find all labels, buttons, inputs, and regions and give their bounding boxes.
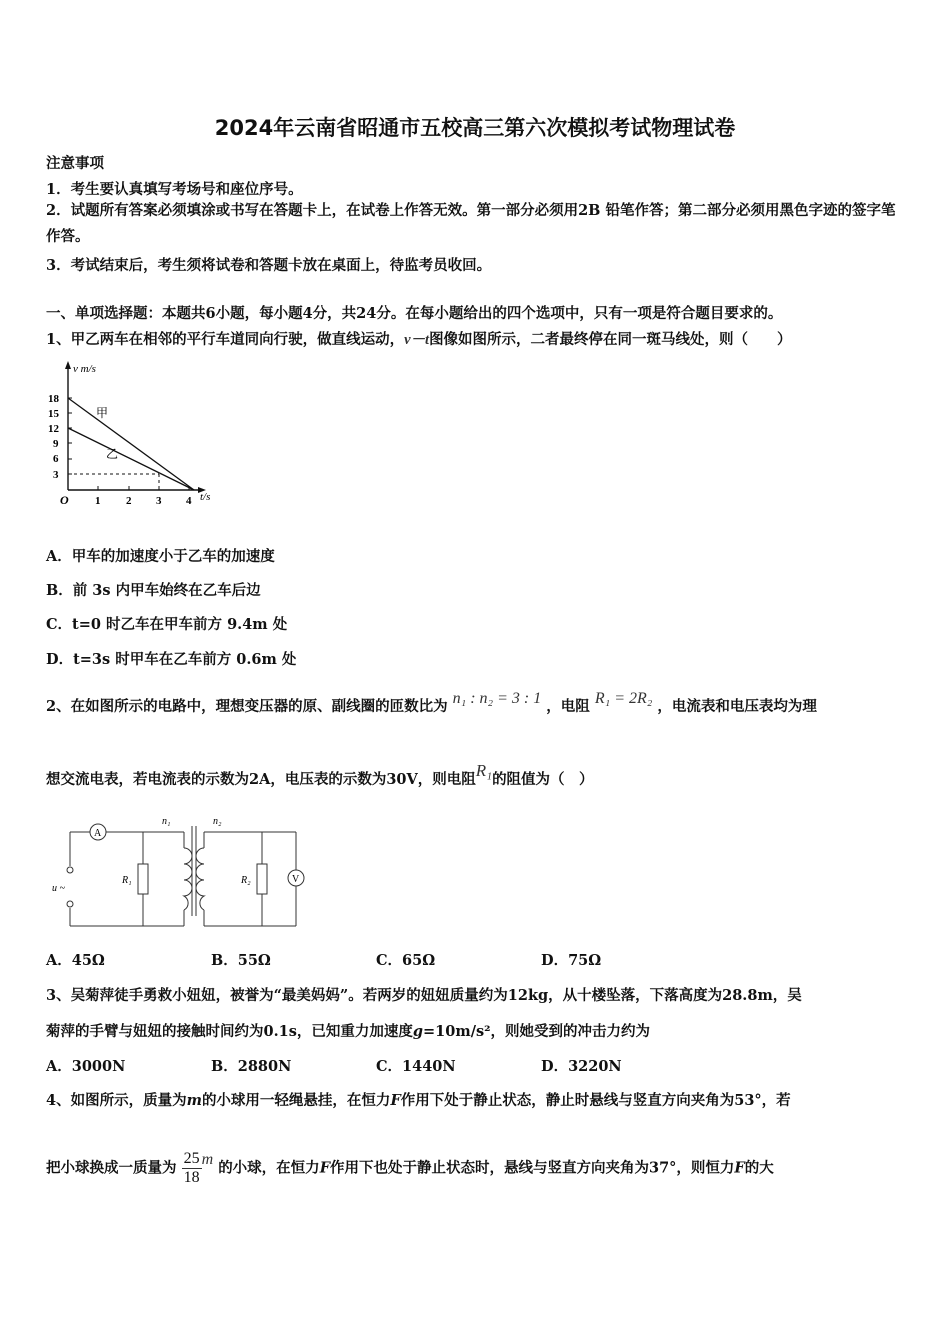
- q3-option-b: B．2880N: [211, 1058, 292, 1075]
- q4-m: m: [186, 1092, 202, 1109]
- q3-option-a: A．3000N: [46, 1058, 126, 1075]
- q3-line2-b: =10m/s²，则她受到的冲击力约为: [423, 1023, 651, 1040]
- frac-denominator: 18: [183, 1169, 200, 1186]
- label-jia: 甲: [96, 406, 109, 420]
- q2-line1: [46, 690, 817, 716]
- q3-line2-a: 菊萍的手臂与妞妞的接触时间约为0.1s，已知重力加速度: [46, 1023, 413, 1040]
- ammeter-label: A: [94, 828, 102, 839]
- label-yi: 乙: [106, 447, 119, 461]
- q4-line2-c: 作用下也处于静止状态时，悬线与竖直方向夹角为37°，则恒力: [329, 1159, 735, 1177]
- q1-option-c: C．t=0 时乙车在甲车前方 9.4m 处: [46, 616, 288, 633]
- q2-option-d: D．75Ω: [541, 952, 602, 969]
- q4-line1-c: 作用下处于静止状态，静止时悬线与竖直方向夹角为53°，若: [400, 1092, 791, 1109]
- q4-line2-d: 的大: [744, 1159, 774, 1177]
- q4-frac-m: m: [201, 1151, 214, 1168]
- frac-numerator: 25: [183, 1150, 200, 1167]
- q2-option-a: A．45Ω: [46, 952, 105, 969]
- x-tick-3: 3: [156, 495, 162, 507]
- y-tick-6: 6: [53, 453, 59, 465]
- notice-item-2: 2．试题所有答案必须填涂或书写在答题卡上，在试卷上作答无效。第一部分必须用2B 铅笔作答；第二部分必须用黑色字迹的签字笔作答。: [46, 202, 896, 245]
- q4-line2-b: 的小球，在恒力: [218, 1159, 320, 1177]
- notice-heading: 注意事项: [46, 155, 104, 172]
- y-tick-15: 15: [48, 408, 59, 420]
- secondary-coil: [196, 848, 204, 910]
- source-label: u ~: [52, 883, 65, 894]
- x-axis-label: t/s: [200, 491, 211, 503]
- q2-option-c: C．65Ω: [376, 952, 436, 969]
- notice-item-1: 1．考生要认真填写考场号和座位序号。: [46, 181, 303, 198]
- x-tick-4: 4: [186, 495, 192, 507]
- q4-F: F: [390, 1092, 401, 1109]
- r2-label: R₂: [241, 875, 251, 886]
- notice-item-3: 3．考试结束后，考生须将试卷和答题卡放在桌面上，待监考员收回。: [46, 257, 492, 274]
- resistor-r2: [257, 864, 267, 894]
- q3-line2: [46, 1020, 650, 1041]
- page-title: 2024年云南省昭通市五校高三第六次模拟考试物理试卷: [214, 116, 736, 140]
- q2-option-b: B．55Ω: [211, 952, 271, 969]
- y-axis-arrow: [65, 361, 71, 369]
- q4-F2: F: [319, 1159, 330, 1177]
- q2-turns-ratio: n₁ : n₂ = 3 : 1: [452, 690, 542, 707]
- terminal: [67, 901, 73, 907]
- resistor-r1: [138, 864, 148, 894]
- q1-stem-a: 1、甲乙两车在相邻的平行车道同向行驶，做直线运动，: [46, 331, 405, 348]
- q2-circuit-diagram: [50, 812, 312, 930]
- primary-coil: [184, 848, 192, 910]
- q4-mass-fraction: [182, 1150, 202, 1187]
- origin-label: O: [60, 493, 69, 507]
- terminal: [67, 867, 73, 873]
- q2-line2-a: 想交流电表，若电流表的示数为2A，电压表的示数为30V，则电阻: [46, 771, 476, 788]
- voltmeter-label: V: [292, 874, 300, 885]
- q3-line1: 3、吴菊萍徒手勇救小妞妞，被誉为“最美妈妈”。若两岁的妞妞质量约为12kg，从十楼坠落，下落高度为28.8m，吴: [46, 987, 802, 1004]
- q3-option-d: D．3220N: [541, 1058, 622, 1075]
- line-yi: [68, 428, 194, 490]
- line-jia: [68, 398, 194, 490]
- y-axis-label: v m/s: [73, 363, 96, 375]
- q1-vt-graph: [44, 358, 230, 514]
- q4-line1: [46, 1089, 791, 1110]
- y-tick-12: 12: [48, 423, 59, 435]
- q2-line2-b: 的阻值为（ ）: [492, 771, 594, 788]
- q3-option-c: C．1440N: [376, 1058, 456, 1075]
- q1-stem: [46, 328, 792, 349]
- y-tick-3: 3: [53, 469, 59, 481]
- y-tick-9: 9: [53, 438, 59, 450]
- q4-line1-a: 4、如图所示，质量为: [46, 1092, 187, 1109]
- q1-option-b: B．前 3s 内甲车始终在乙车后边: [46, 582, 261, 599]
- x-tick-1: 1: [95, 495, 101, 507]
- q1-stem-b: 图像如图所示，二者最终停在同一斑马线处，则（ ）: [429, 331, 792, 348]
- n1-label: n₁: [162, 816, 171, 827]
- q2-r1: R₁: [475, 761, 493, 780]
- q4-F3: F: [734, 1159, 745, 1177]
- q1-stem-math: v－t: [404, 332, 430, 348]
- q2-resistor-relation: R₁ = 2R₂: [594, 690, 653, 707]
- q2-line1-c: ，电流表和电压表均为理: [657, 698, 817, 715]
- q3-g: g: [412, 1023, 424, 1040]
- q4-line2: [46, 1150, 774, 1187]
- q4-line2-a: 把小球换成一质量为: [46, 1159, 177, 1177]
- r1-label: R₁: [122, 875, 132, 886]
- q2-line2: [46, 761, 594, 789]
- q4-line1-b: 的小球用一轻绳悬挂，在恒力: [201, 1092, 391, 1109]
- n2-label: n₂: [213, 816, 222, 827]
- x-tick-2: 2: [126, 495, 132, 507]
- q1-option-d: D．t=3s 时甲车在乙车前方 0.6m 处: [46, 651, 297, 668]
- q2-line1-b: ，电阻: [546, 698, 590, 715]
- y-tick-18: 18: [48, 393, 59, 405]
- q1-option-a: A．甲车的加速度小于乙车的加速度: [46, 548, 275, 565]
- section-heading: 一、单项选择题：本题共6小题，每小题4分，共24分。在每小题给出的四个选项中，只有一项是符合题目要求的。: [46, 305, 783, 322]
- q2-line1-a: 2、在如图所示的电路中，理想变压器的原、副线圈的匝数比为: [46, 698, 448, 715]
